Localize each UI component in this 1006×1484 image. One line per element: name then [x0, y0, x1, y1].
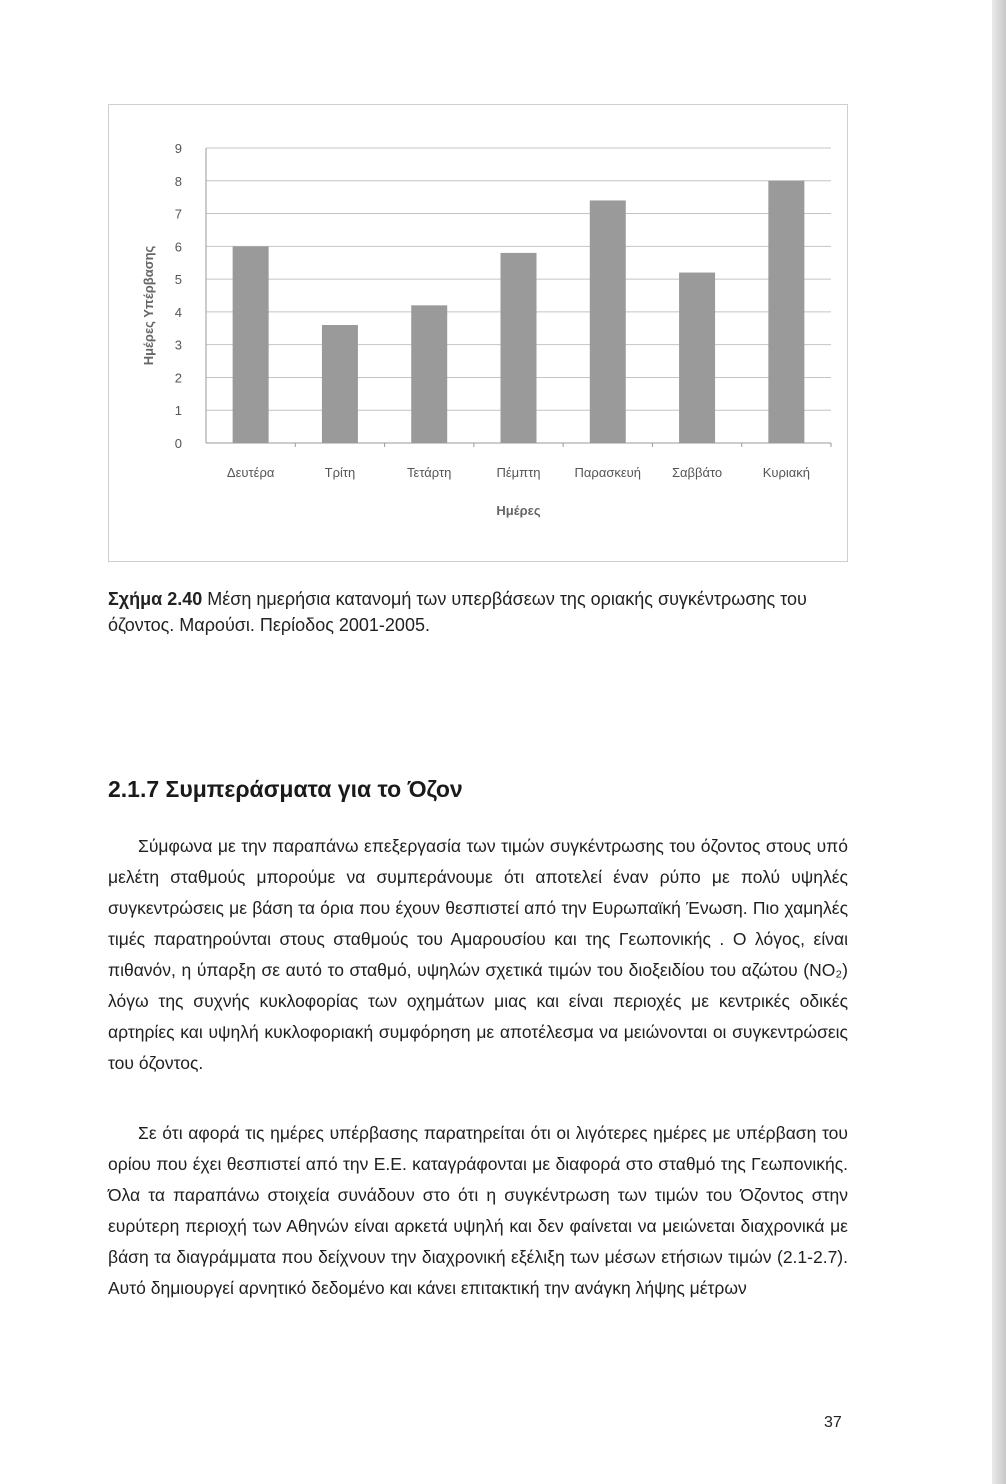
- figure-caption-label: Σχήμα 2.40: [108, 589, 203, 609]
- bar: [768, 181, 804, 443]
- x-category-label: Τρίτη: [324, 465, 356, 480]
- y-tick-label: 1: [174, 403, 182, 419]
- y-tick-label: 7: [174, 206, 182, 222]
- y-axis-title: Ημέρες Υπέρβασης: [141, 245, 156, 366]
- y-tick-label: 5: [174, 272, 182, 288]
- page-number: 37: [824, 1414, 842, 1431]
- y-tick-label: 6: [174, 239, 182, 255]
- section-heading: 2.1.7 Συμπεράσματα για το Όζον: [108, 776, 463, 802]
- body-paragraph-2: Σε ότι αφορά τις ημέρες υπέρβασης παρατηρείται ότι οι λιγότερες ημέρες με υπέρβαση του ορίου που έχει θεσπιστεί από την Ε.Ε. καταγράφονται με διαφορά στο σταθμό της Γεωπονικής. Όλα τα παραπάνω στοιχεία συνάδουν στο ότι η συγκέντρωση των τιμών του Όζοντος στην ευρύτερη περιοχή των Αθηνών είναι αρκετά υψηλή και δεν φαίνεται να μειώνεται διαχρονικά με βάση τα διαγράμματα που δείχνουν την διαχρονική εξέλιξη των μέσων ετήσιων τιμών (2.1-2.7). Αυτό δημιουργεί αρνητικό δεδομένο και κάνει επιτακτική την ανάγκη λήψης μέτρων: [108, 1123, 848, 1298]
- x-category-label: Παρασκευή: [574, 465, 642, 480]
- x-category-label: Κυριακή: [762, 465, 811, 480]
- y-tick-label: 2: [174, 370, 182, 386]
- bar: [322, 325, 358, 443]
- figure-caption: [108, 586, 868, 638]
- chart-frame: [108, 104, 848, 562]
- y-tick-label: 9: [174, 141, 182, 156]
- bar: [411, 305, 447, 443]
- y-tick-label: 8: [174, 173, 182, 189]
- y-tick-label: 3: [174, 337, 182, 353]
- y-tick-label: 0: [174, 436, 182, 451]
- bar-chart: [109, 105, 847, 561]
- x-axis-title: Ημέρες: [496, 503, 541, 518]
- bar: [233, 246, 269, 443]
- bar: [501, 253, 537, 443]
- body-paragraph-1: Σύμφωνα με την παραπάνω επεξεργασία των τιμών συγκέντρωσης του όζοντος στους υπό μελέτη σταθμούς μπορούμε να συμπεράνουμε ότι αποτελεί έναν ρύπο με πολύ υψηλές συγκεντρώσεις με βάση τα όρια που έχουν θεσπιστεί από την Ευρωπαϊκή Ένωση. Πιο χαμηλές τιμές παρατηρούνται στους σταθμούς του Αμαρουσίου και της Γεωπονικής . Ο λόγος, είναι πιθανόν, η ύπαρξη σε αυτό το σταθμό, υψηλών σχετικά τιμών του διοξειδίου του αζώτου (NO₂) λόγω της συχνής κυκλοφορίας των οχημάτων μιας και είναι περιοχές με κεντρικές οδικές αρτηρίες και υψηλή κυκλοφοριακή συμφόρηση με αποτέλεσμα να μειώνονται οι συγκεντρώσεις του όζοντος.: [108, 836, 848, 1073]
- bar: [590, 200, 626, 443]
- x-category-label: Δευτέρα: [226, 465, 275, 480]
- y-tick-label: 4: [174, 304, 182, 320]
- x-category-label: Σαββάτο: [671, 465, 723, 480]
- page-edge-shadow: [992, 0, 1006, 1484]
- x-category-label: Τετάρτη: [407, 465, 452, 480]
- figure-caption-text: Μέση ημερήσια κατανομή των υπερβάσεων της οριακής συγκέντρωσης του όζοντος. Μαρούσι. Περίοδος 2001-2005.: [108, 589, 807, 635]
- x-category-label: Πέμπτη: [496, 465, 541, 480]
- bar: [679, 273, 715, 443]
